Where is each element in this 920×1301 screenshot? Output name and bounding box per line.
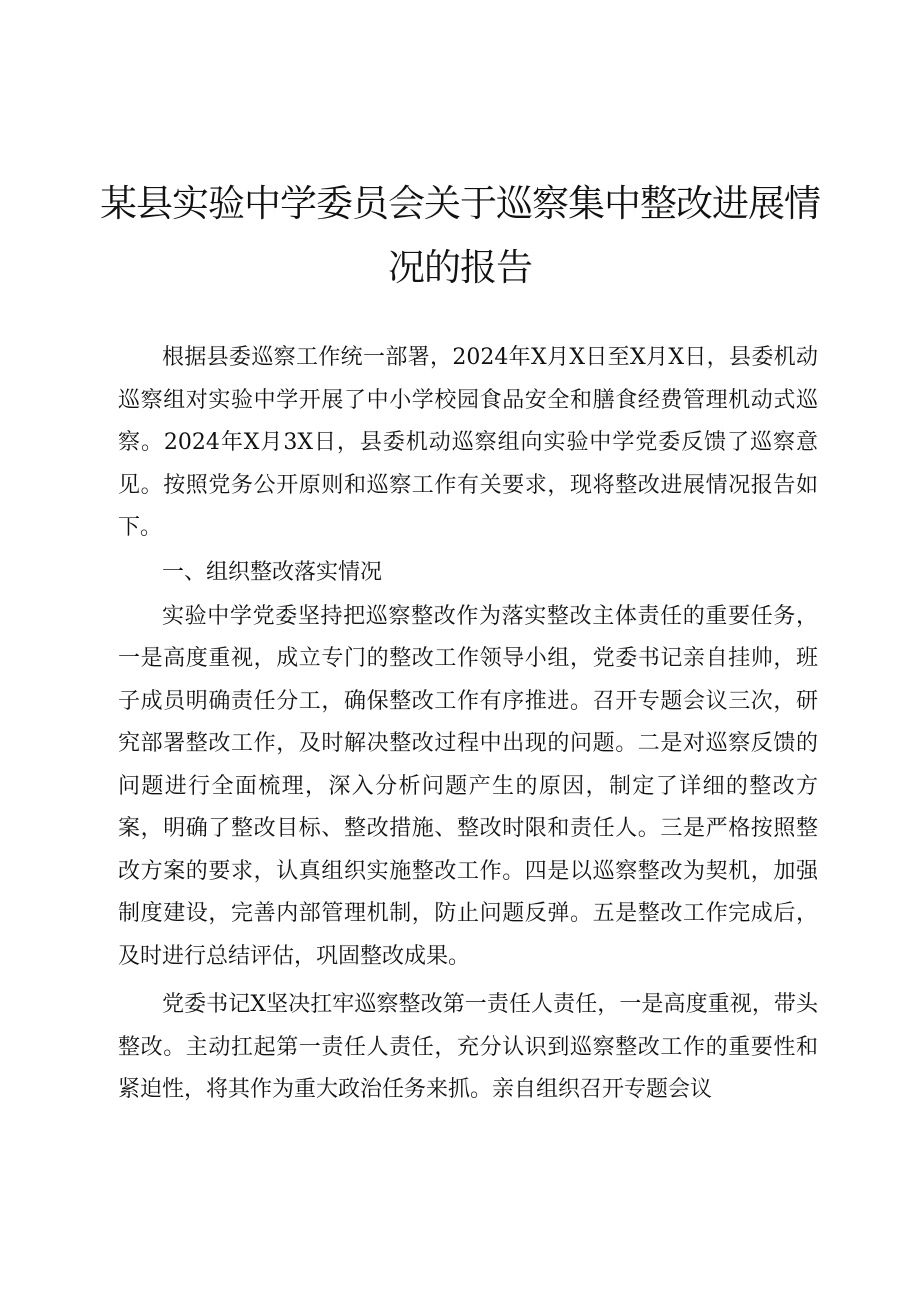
section-paragraph: 党委书记X坚决扛牢巡察整改第一责任人责任，一是高度重视，带头整改。主动扛起第一责任人责任，充分认识到巡察整改工作的重要性和紧迫性，将其作为重大政治任务来抓。亲自组织召开专题会议 xyxy=(118,992,818,1102)
section-heading: 一、组织整改落实情况 xyxy=(162,559,383,585)
section-paragraph: 实验中学党委坚持把巡察整改作为落实整改主体责任的重要任务，一是高度重视，成立专门的整改工作领导小组，党委书记亲自挂帅，班子成员明确责任分工，确保整改工作有序推进。召开专题会议三次，研究部署整改工作，及时解决整改过程中出现的问题。二是对巡察反馈的问题进行全面梳理，深入分析问题产生的原因，制定了详细的整改方案，明确了整改目标、整改措施、整改时限和责任人。三是严格按照整改方案的要求，认真组织实施整改工作。四是以巡察整改为契机，加强制度建设，完善内部管理机制，防止问题反弹。五是整改工作完成后，及时进行总结评估，巩固整改成果。 xyxy=(118,603,818,969)
intro-paragraph: 根据县委巡察工作统一部署，2024年X月X日至X月X日，县委机动巡察组对实验中学开展了中小学校园食品安全和膳食经费管理机动式巡察。2024年X月3X日，县委机动巡察组向实验中学党委反馈了巡察意见。按照党务公开原则和巡察工作有关要求，现将整改进展情况报告如下。 xyxy=(118,345,818,540)
document-title: 某县实验中学委员会关于巡察集中整改进展情况的报告 xyxy=(100,182,820,289)
document-body xyxy=(118,337,818,1112)
